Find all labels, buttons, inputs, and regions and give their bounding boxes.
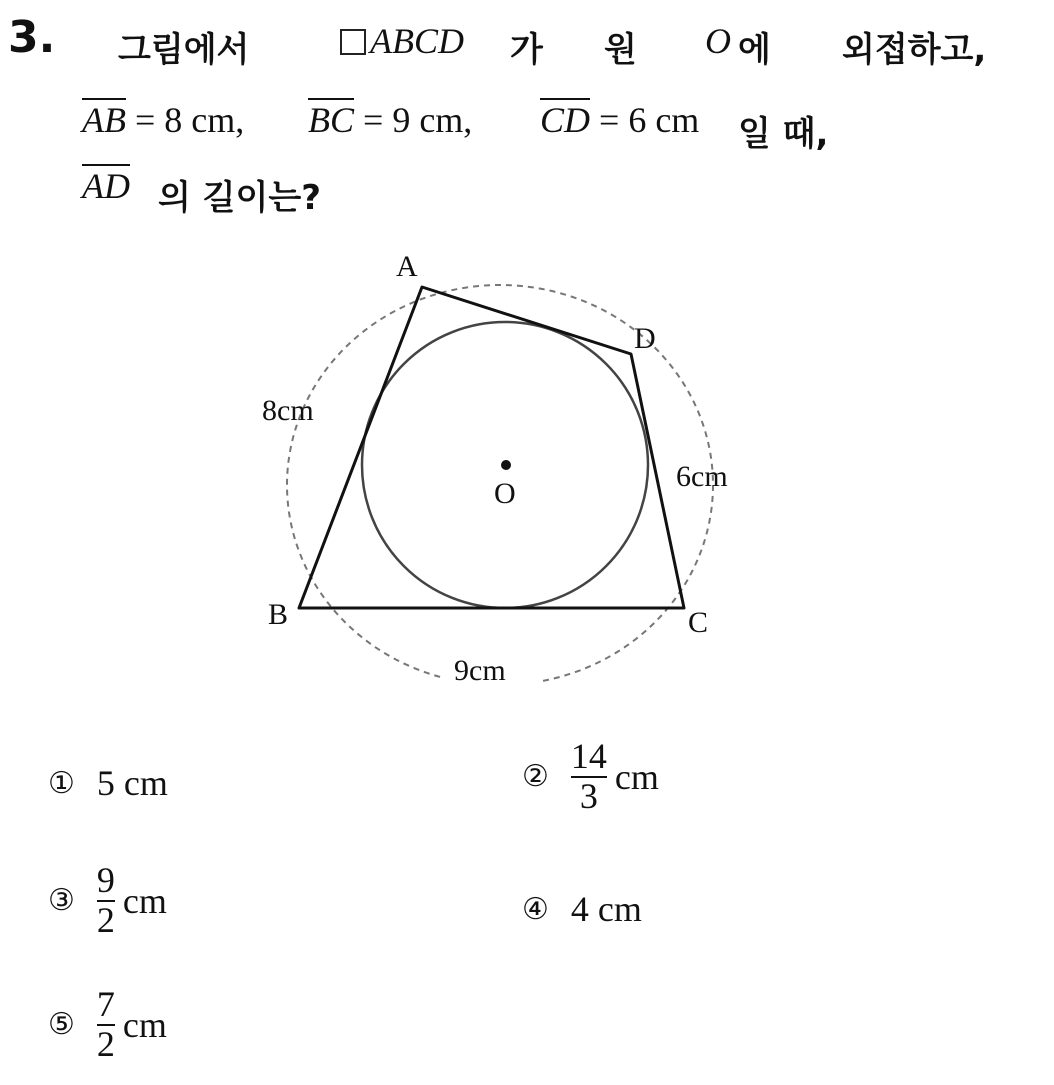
choice-5[interactable] — [48, 986, 167, 1064]
segment-bc: BC — [308, 100, 355, 140]
choice-2-marker: ② — [522, 759, 549, 795]
choice-2-fraction — [571, 738, 607, 816]
segment-ab: AB — [82, 100, 126, 140]
choice-3-denominator: 2 — [96, 899, 115, 940]
segment-ad: AD — [82, 166, 130, 206]
question-word-4: 에 — [738, 30, 771, 70]
choice-1-text: 5 cm — [96, 763, 168, 803]
choice-2-unit: cm — [614, 756, 659, 797]
choice-4[interactable] — [522, 888, 642, 930]
choice-5-marker: ⑤ — [48, 1007, 75, 1043]
value-bc: = 9 cm, — [363, 100, 473, 140]
choice-2-numerator: 14 — [570, 736, 607, 776]
side-label-ab: 8cm — [262, 394, 314, 427]
choice-3-fraction — [97, 862, 115, 940]
vertex-label-a: A — [396, 250, 418, 283]
quadrilateral-abcd — [299, 287, 684, 608]
choice-3-marker: ③ — [48, 883, 75, 919]
quadrilateral-label: ABCD — [370, 21, 464, 61]
value-cd: = 6 cm — [599, 100, 700, 140]
vertex-label-d: D — [634, 322, 656, 355]
center-label-o: O — [494, 477, 516, 510]
choice-5-unit: cm — [122, 1004, 167, 1045]
center-point-o — [501, 460, 511, 470]
choice-5-numerator: 7 — [96, 984, 115, 1024]
choice-1-marker: ① — [48, 765, 75, 801]
choice-3-numerator: 9 — [96, 860, 115, 900]
question-word-2: 가 — [510, 30, 543, 70]
choice-5-fraction — [97, 986, 115, 1064]
segment-cd: CD — [540, 100, 591, 140]
choice-1[interactable] — [48, 762, 168, 804]
choice-5-denominator: 2 — [96, 1023, 115, 1064]
choice-2[interactable] — [522, 738, 659, 816]
circle-name: O — [705, 21, 731, 61]
question-number: 3. — [8, 12, 56, 63]
choice-3-unit: cm — [122, 880, 167, 921]
choice-3[interactable] — [48, 862, 167, 940]
question-word-1: 그림에서 — [118, 30, 250, 70]
choice-4-marker: ④ — [522, 891, 549, 927]
vertex-label-b: B — [268, 598, 289, 631]
vertex-label-c: C — [688, 606, 709, 639]
question-word-5: 외접하고, — [842, 30, 987, 70]
choice-2-denominator: 3 — [579, 775, 598, 816]
question-ask: 의 길이는? — [158, 178, 321, 218]
side-label-cd: 6cm — [676, 460, 728, 493]
value-ab: = 8 cm, — [134, 100, 245, 140]
question-condition-tail: 일 때, — [738, 114, 829, 154]
choice-4-text: 4 cm — [570, 889, 642, 929]
side-label-bc: 9cm — [454, 654, 506, 687]
question-word-3: 원 — [604, 30, 637, 70]
